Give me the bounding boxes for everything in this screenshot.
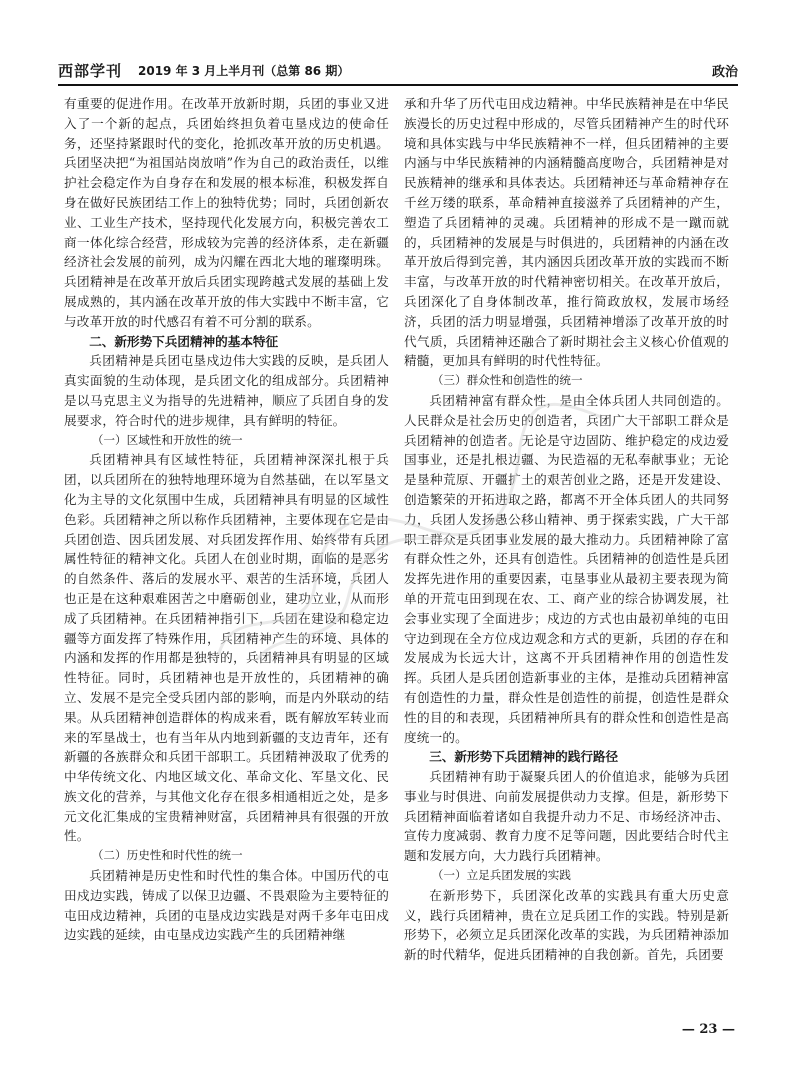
paragraph: 兵团精神具有区域性特征，兵团精神深深扎根于兵团，以兵团所在的独特地理环境为自然基础，在以军垦文化为主导的文化氛围中生成，兵团精神具有明显的区域性色彩。兵团精神之所以称作兵团精神，主要体现在它是由兵团创造、因兵团发展、对兵团发挥作用、始终带有兵团属性特征的精神文化。兵团人在创业时期，面临的是恶劣的自然条件、落后的发展水平、艰苦的生活环境，兵团人也正是在这种艰难困苦之中磨砺创业，建功立业，从而形成了兵团精神。在兵团精神指引下，兵团在建设和稳定边疆等方面发挥了特殊作用，兵团精神产生的环境、具体的内涵和发挥的作用都是独特的，兵团精神具有明显的区域性特征。同时，兵团精神也是开放性的，兵团精神的确立、发展不是完全受兵团内部的影响，而是内外联动的结果。从兵团精神创造群体的构成来看，既有解放军转业而来的军垦战士，也有当年从内地到新疆的支边青年，还有新疆的各族群众和兵团干部职工。兵团精神汲取了优秀的中华传统文化、内地区域文化、革命文化、军垦文化、民族文化的营养，与其他文化存在很多相通相近之处，是多元文化汇集成的宝贵精神财富，兵团精神具有很强的开放性。 [64,452,389,844]
running-header [58,58,738,80]
subsection-heading: （一）立足兵团发展的实践 [431,868,571,883]
paragraph: 在新形势下，兵团深化改革的实践具有重大历史意义，践行兵团精神，贵在立足兵团工作的实践。特别是新形势下，必须立足兵团深化改革的实践，为兵团精神添加新的时代精华，促进兵团精神的自我创新。首先，兵团要 [404,887,729,963]
paragraph: 兵团精神有助于凝聚兵团人的价值追求，能够为兵团事业与时俱进、向前发展提供动力支撑。但是，新形势下兵团精神面临着诸如自我提升动力不足、市场经济冲击、宣传力度减弱、教育力度不足等问题，因此要结合时代主题和发展方向，大力践行兵团精神。 [404,769,729,864]
subsection-heading: （二）历史性和时代性的统一 [91,848,243,863]
journal-logo: 西部学刊 [58,62,123,80]
left-column [64,94,389,945]
paragraph: 兵团精神富有群众性，是由全体兵团人共同创造的。人民群众是社会历史的创造者，兵团广大干部职工群众是兵团精神的创造者。无论是守边固防、维护稳定的戍边爱国事业，还是扎根边疆、为民造福的无私奉献事业；无论是垦种荒原、开疆扩土的艰苦创业之路，还是开发建设、创造繁荣的开拓进取之路，都离不开全体兵团人的共同努力，兵团人发扬愚公移山精神、勇于探索实践，广大干部职工群众是兵团事业发展的最大推动力。兵团精神除了富有群众性之外，还具有创造性。兵团精神的创造性是兵团发挥先进作用的重要因素，屯垦事业从最初主要表现为简单的开荒屯田到现在农、工、商产业的综合协调发展，社会事业实现了全面进步；戍边的方式也由最初单纯的屯田守边到现在全方位戍边观念和方式的更新，兵团的存在和发展成为长远大计，这离不开兵团精神作用的创造性发挥。兵团人是兵团创造新事业的主体，是推动兵团精神富有创造性的力量，群众性是创造性的前提，创造性是群众性的目的和表现，兵团精神所具有的群众性和创造性是高度统一的。 [404,392,729,745]
subsection-heading: （三）群众性和创造性的统一 [431,373,583,388]
page-number: — 23 — [681,1022,735,1037]
subsection-heading: （一）区域性和开放性的统一 [91,432,243,447]
paragraph: 兵团精神是兵团屯垦戍边伟大实践的反映，是兵团人真实面貌的生动体现，是兵团文化的组成部分。兵团精神是以马克思主义为指导的先进精神，顺应了兵团自身的发展要求，符合时代的进步规律，具有鲜明的特征。 [64,353,389,428]
paragraph: 兵团精神是历史性和时代性的集合体。中国历代的屯田戍边实践，铸成了以保卫边疆、不畏艰险为主要特征的屯田戍边精神，兵团的屯垦戍边实践是对两千多年屯田戍边实践的延续，由屯垦戍边实践产生的兵团精神继 [64,868,389,943]
paragraph: 承和升华了历代屯田戍边精神。中华民族精神是在中华民族漫长的历史过程中形成的，尽管兵团精神产生的时代环境和具体实践与中华民族精神不一样，但兵团精神的主要内涵与中华民族精神的内涵精髓高度吻合，兵团精神是对民族精神的继承和具体表达。兵团精神还与革命精神存在千丝万缕的联系，革命精神直接滋养了兵团精神的产生，塑造了兵团精神的灵魂。兵团精神的形成不是一蹴而就的，兵团精神的发展是与时俱进的，兵团精神的内涵在改革开放后得到完善，其内涵因兵团改革开放的实践而不断丰富，与改革开放的时代精神密切相关。在改革开放后，兵团深化了自身体制改革，推行简政放权，发展市场经济，兵团的活力明显增强，兵团精神增添了改革开放的时代气质，兵团精神还融合了新时期社会主义核心价值观的精髓，更加具有鲜明的时代性特征。 [404,96,729,369]
section-heading: 二、新形势下兵团精神的基本特征 [89,333,279,349]
paragraph: 有重要的促进作用。在改革开放新时期，兵团的事业又进入了一个新的起点，兵团始终担负着屯垦戍边的使命任务，还坚持紧跟时代的变化，抢抓改革开放的历史机遇。兵团坚决把“为祖国站岗放哨”作为自己的政治责任，以维护社会稳定作为自身存在和发展的根本标准，积极发挥自身在做好民族团结工作上的独特优势；同时，兵团创新农业、工业生产技术，坚持现代化发展方向，积极完善农工商一体化综合经营，形成较为完善的经济体系，走在新疆经济社会发展的前列，成为闪耀在西北大地的璀璨明珠。兵团精神是在改革开放后兵团实现跨越式发展的基础上发展成熟的，其内涵在改革开放的伟大实践中不断丰富，它与改革开放的时代感召有着不可分割的联系。 [64,96,389,329]
section-heading: 三、新形势下兵团精神的践行路径 [429,749,619,765]
right-column [404,94,729,965]
section-tag: 政治 [711,65,738,80]
issue-info: 2019 年 3 月上半月刊（总第 86 期） [138,64,350,78]
header-rule [58,84,738,86]
